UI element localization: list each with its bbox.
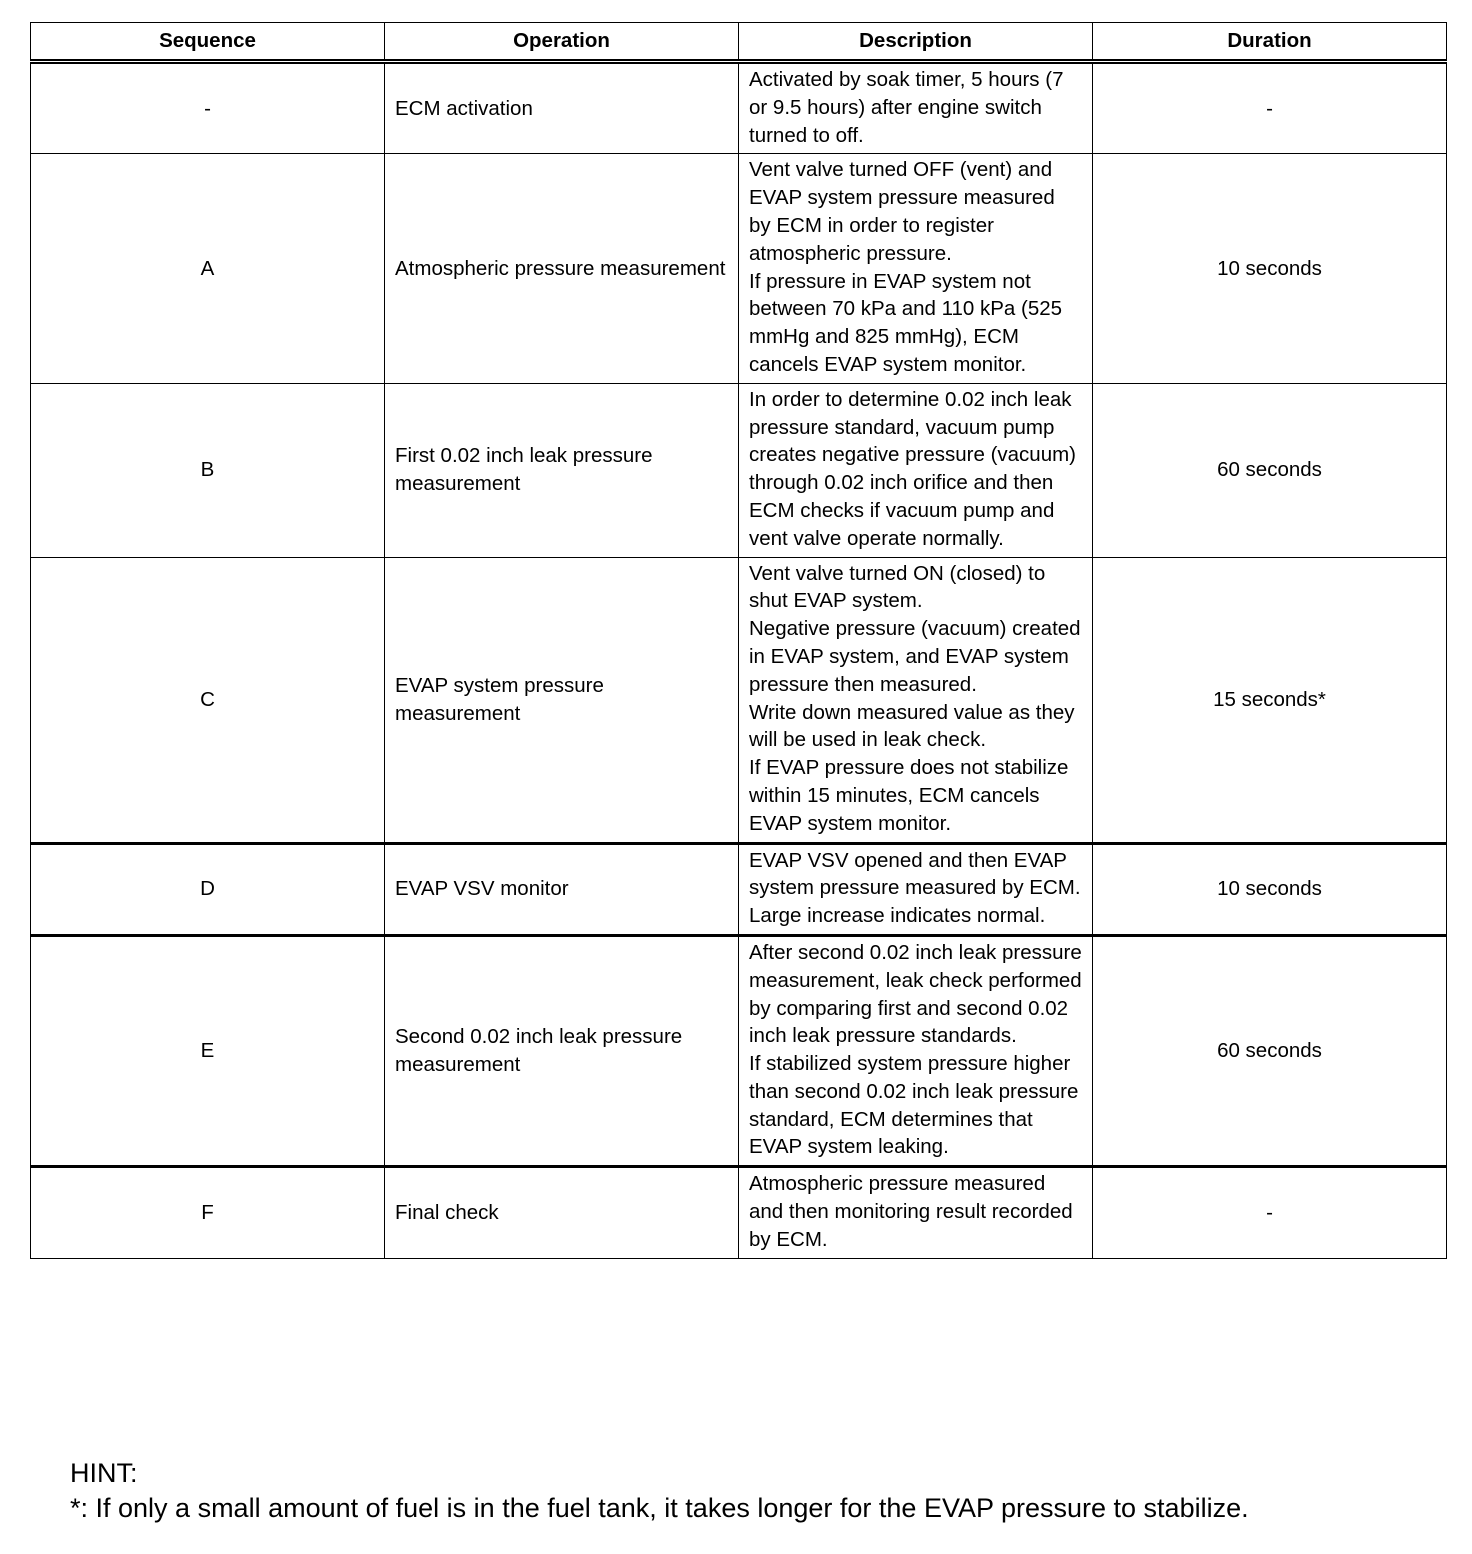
- description-paragraph: EVAP VSV opened and then EVAP system pressure measured by ECM.: [749, 848, 1081, 900]
- description-paragraph: Negative pressure (vacuum) created in EVAP system, and EVAP system pressure then measured.: [749, 617, 1081, 696]
- cell-sequence: A: [31, 154, 385, 383]
- description-paragraph: Atmospheric pressure measured and then monitoring result recorded by ECM.: [749, 1172, 1073, 1251]
- table-row: [31, 935, 1447, 1166]
- cell-sequence: D: [31, 843, 385, 935]
- cell-duration: 10 seconds: [1093, 154, 1447, 383]
- description-paragraph: Write down measured value as they will be used in leak check.: [749, 700, 1075, 752]
- cell-duration: 15 seconds*: [1093, 557, 1447, 843]
- hint-note: [70, 1456, 1249, 1526]
- operation-sequence-table: [30, 22, 1447, 1259]
- header-duration: Duration: [1093, 23, 1447, 62]
- cell-description: [739, 383, 1093, 557]
- cell-duration: 60 seconds: [1093, 935, 1447, 1166]
- header-description: Description: [739, 23, 1093, 62]
- cell-duration: 60 seconds: [1093, 383, 1447, 557]
- cell-description: [739, 843, 1093, 935]
- operation-sequence-table-container: [30, 22, 1446, 1259]
- description-paragraph: If pressure in EVAP system not between 70 kPa and 110 kPa (525 mmHg and 825 mmHg), ECM cancels EVAP system monitor.: [749, 269, 1063, 376]
- table-row: [31, 154, 1447, 383]
- hint-label: HINT:: [70, 1458, 138, 1488]
- table-row: [31, 557, 1447, 843]
- cell-sequence: C: [31, 557, 385, 843]
- cell-sequence: -: [31, 62, 385, 154]
- cell-operation: Final check: [385, 1167, 739, 1258]
- cell-operation: First 0.02 inch leak pressure measurement: [385, 383, 739, 557]
- cell-duration: 10 seconds: [1093, 843, 1447, 935]
- cell-sequence: B: [31, 383, 385, 557]
- cell-operation: EVAP system pressure measurement: [385, 557, 739, 843]
- table-row: [31, 1167, 1447, 1258]
- cell-description: [739, 557, 1093, 843]
- cell-duration: -: [1093, 62, 1447, 154]
- cell-sequence: E: [31, 935, 385, 1166]
- cell-description: [739, 1167, 1093, 1258]
- cell-operation: Atmospheric pressure measurement: [385, 154, 739, 383]
- cell-description: [739, 154, 1093, 383]
- cell-description: [739, 935, 1093, 1166]
- table-header-row: [31, 23, 1447, 62]
- description-paragraph: Large increase indicates normal.: [749, 904, 1046, 928]
- header-sequence: Sequence: [31, 23, 385, 62]
- description-paragraph: If EVAP pressure does not stabilize within 15 minutes, ECM cancels EVAP system monitor.: [749, 756, 1069, 835]
- cell-sequence: F: [31, 1167, 385, 1258]
- table-row: [31, 843, 1447, 935]
- table-row: [31, 62, 1447, 154]
- description-paragraph: Activated by soak timer, 5 hours (7 or 9.5 hours) after engine switch turned to off.: [749, 68, 1064, 147]
- cell-operation: Second 0.02 inch leak pressure measurement: [385, 935, 739, 1166]
- header-operation: Operation: [385, 23, 739, 62]
- cell-description: [739, 62, 1093, 154]
- description-paragraph: After second 0.02 inch leak pressure measurement, leak check performed by comparing first and second 0.02 inch leak pressure standards.: [749, 940, 1082, 1048]
- description-paragraph: In order to determine 0.02 inch leak pressure standard, vacuum pump creates negative pressure (vacuum) through 0.02 inch orifice and then ECM checks if vacuum pump and vent valve operate normally.: [749, 387, 1077, 550]
- cell-operation: EVAP VSV monitor: [385, 843, 739, 935]
- cell-operation: ECM activation: [385, 62, 739, 154]
- table-row: [31, 383, 1447, 557]
- description-paragraph: Vent valve turned ON (closed) to shut EVAP system.: [749, 561, 1046, 613]
- description-paragraph: Vent valve turned OFF (vent) and EVAP system pressure measured by ECM in order to register atmospheric pressure.: [749, 158, 1055, 265]
- cell-duration: -: [1093, 1167, 1447, 1258]
- description-paragraph: If stabilized system pressure higher than second 0.02 inch leak pressure standard, ECM determines that EVAP system leaking.: [749, 1052, 1079, 1159]
- hint-text: *: If only a small amount of fuel is in the fuel tank, it takes longer for the EVAP pressure to stabilize.: [70, 1493, 1249, 1523]
